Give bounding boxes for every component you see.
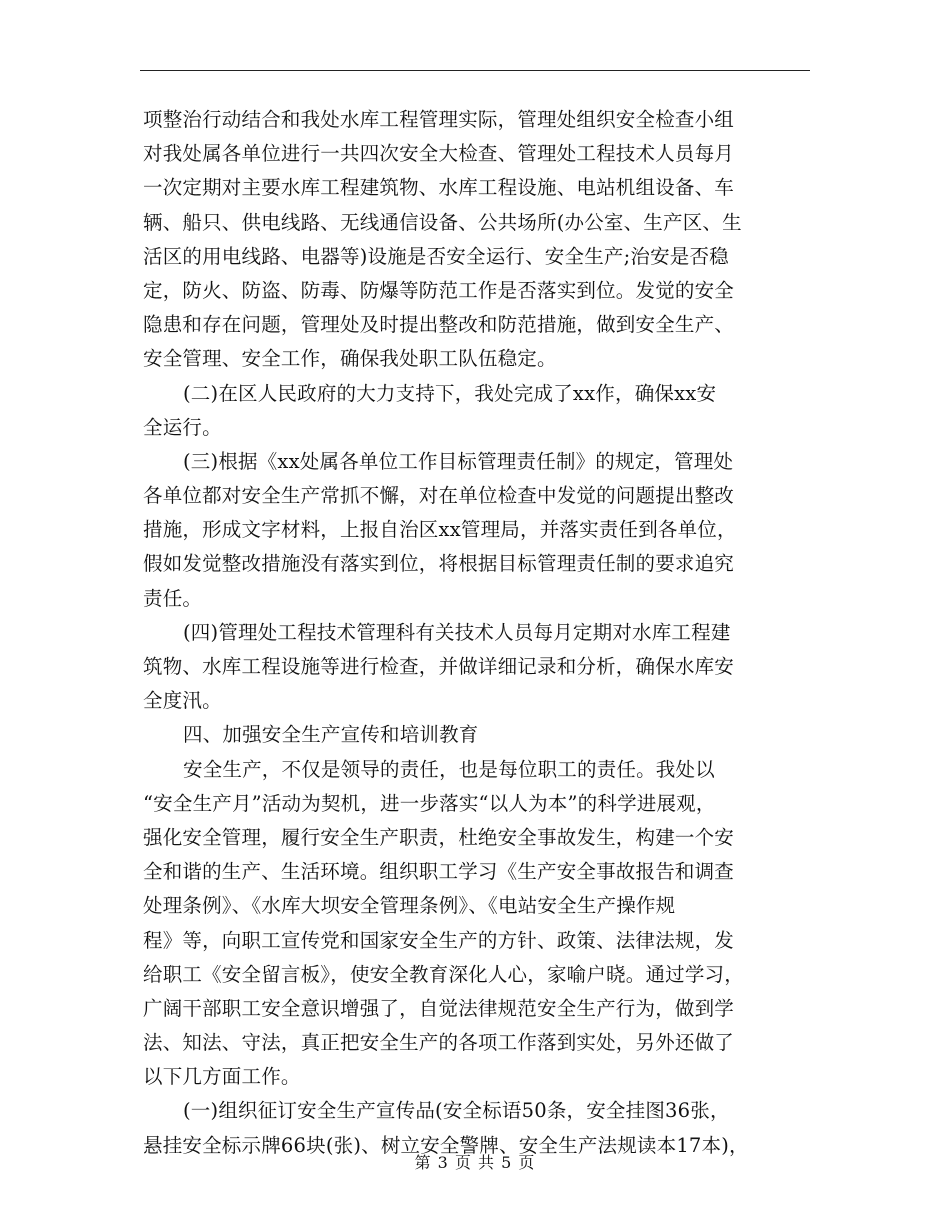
paragraph-start-line: (一)组织征订安全生产宣传品(安全标语50条，安全挂图36张， [183,1099,730,1123]
text-line: 悬挂安全标示牌66块(张)、树立安全警牌、安全生产法规读本17本)， [143,1133,749,1157]
paragraph-start-line: (三)根据《xx处属各单位工作目标管理责任制》的规定，管理处 [183,449,734,473]
text-line: 广阔干部职工安全意识增强了，自觉法律规范安全生产行为，做到学 [143,996,735,1020]
text-line: 辆、船只、供电线路、无线通信设备、公共场所(办公室、生产区、生 [143,210,742,234]
text-line: 假如发觉整改措施没有落实到位，将根据目标管理责任制的要求追究 [143,552,735,576]
text-line: 各单位都对安全生产常抓不懈，对在单位检查中发觉的问题提出整改 [143,484,735,508]
text-line: 程》等，向职工宣传党和国家安全生产的方针、政策、法律法规，发 [143,928,735,952]
text-line: 全度汛。 [143,689,222,713]
text-line: 强化安全管理，履行安全生产职责，杜绝安全事故发生，构建一个安 [143,825,735,849]
text-line: 全运行。 [143,415,222,439]
text-line: 给职工《安全留言板》，使安全教育深化人心，家喻户晓。通过学习， [143,962,744,986]
text-line: 责任。 [143,586,203,610]
text-line: 法、知法、守法，真正把安全生产的各项工作落到实处，另外还做了 [143,1031,735,1055]
document-body [143,103,818,1163]
paragraph-start-line: 安全生产，不仅是领导的责任，也是每位职工的责任。我处以 [183,757,715,781]
text-line: 全和谐的生产、生活环境。组织职工学习《生产安全事故报告和调查 [143,860,735,884]
text-line: 措施，形成文字材料，上报自治区xx管理局，并落实责任到各单位， [143,518,737,542]
text-line: 筑物、水库工程设施等进行检查，并做详细记录和分析，确保水库安 [143,655,735,678]
text-line: 处理条例》、《水库大坝安全管理条例》、《电站安全生产操作规 [143,894,676,918]
text-line: 隐患和存在问题，管理处及时提出整改和防范措施，做到安全生产、 [143,313,735,337]
paragraph-start-line: (四)管理处工程技术管理科有关技术人员每月定期对水库工程建 [183,620,731,644]
section-heading: 四、加强安全生产宣传和培训教育 [183,723,479,747]
text-line: 项整治行动结合和我处水库工程管理实际，管理处组织安全检查小组 [143,108,735,131]
text-line: “安全生产月”活动为契机，进一步落实“以人为本”的科学进展观， [143,791,716,815]
text-line: 一次定期对主要水库工程建筑物、水库工程设施、电站机组设备、车 [143,176,735,200]
text-line: 对我处属各单位进行一共四次安全大检查、管理处工程技术人员每月 [143,142,735,166]
text-line: 以下几方面工作。 [143,1065,301,1089]
text-line: 安全管理、安全工作，确保我处职工队伍稳定。 [143,347,557,371]
paragraph-start-line: (二)在区人民政府的大力支持下，我处完成了xx作，确保xx安 [183,381,717,405]
text-line: 活区的用电线路、电器等)设施是否安全运行、安全生产;治安是否稳 [143,244,729,268]
text-line: 定，防火、防盗、防毒、防爆等防范工作是否落实到位。发觉的安全 [143,278,735,302]
page-number-footer: 第 3 页 共 5 页 [414,1153,536,1172]
header-rule [140,70,810,71]
